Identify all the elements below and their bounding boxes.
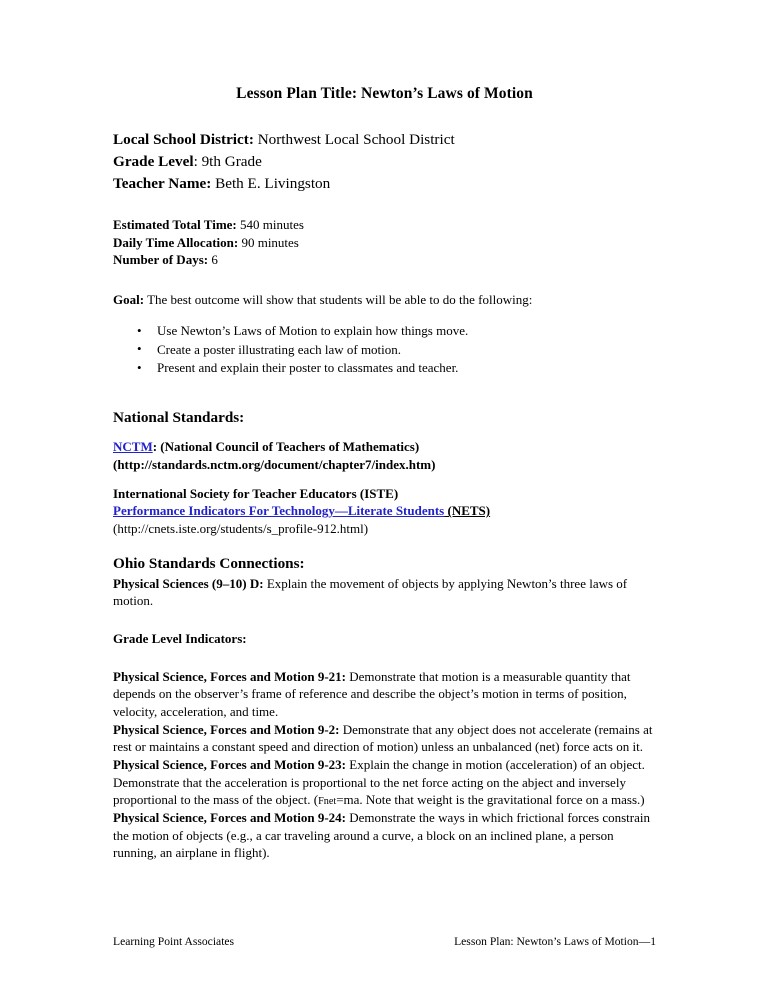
physical-sciences-text: Explain the movement of objects by applying Newton’s three laws of motion.: [113, 575, 628, 609]
teacher-name-value: Beth E. Livingston: [211, 174, 331, 192]
daily-time-allocation-value: 90 minutes: [238, 234, 299, 250]
estimated-total-time-line: [113, 216, 656, 234]
footer-left-text: Learning Point Associates: [113, 935, 235, 948]
spacer: [113, 538, 656, 554]
indicator-9-2-text: Demonstrate that any object does not accelerate (remains at rest or maintains a constant speed and direction of motion) unless an unbalanced (net) force acts on it.: [113, 721, 653, 755]
goal-label: Goal:: [113, 291, 145, 307]
list-item: • Present and explain their poster to classmates and teacher.: [113, 359, 656, 377]
indicator-9-21-text: Demonstrate that motion is a measurable quantity that depends on the observer’s frame of reference and describe the object’s motion in terms of position, velocity, acceleration, and time.: [113, 668, 631, 719]
indicator-9-24: [113, 809, 656, 862]
iste-url: (http://cnets.iste.org/students/s_profile-912.html): [113, 521, 369, 537]
indicator-9-23: [113, 756, 656, 809]
page-title: Lesson Plan Title: Newton’s Laws of Motion: [236, 85, 533, 102]
estimated-total-time-label: Estimated Total Time:: [113, 217, 237, 233]
local-school-district-label: Local School District:: [113, 131, 254, 149]
nctm-description: : (National Council of Teachers of Mathematics): [152, 439, 420, 455]
indicator-9-23-text-after: =ma. Note that weight is the gravitational force on a mass.): [336, 792, 645, 808]
daily-time-allocation-label: Daily Time Allocation:: [113, 234, 239, 250]
goal-line: [113, 291, 656, 309]
time-meta-block: [113, 216, 656, 269]
footer-right-text: Lesson Plan: Newton’s Laws of Motion—1: [454, 935, 656, 948]
spacer: [113, 610, 656, 630]
identity-block: [113, 129, 656, 194]
teacher-name-line: [113, 173, 656, 195]
indicator-9-21-label: Physical Science, Forces and Motion 9-21:: [113, 668, 347, 684]
indicator-9-23-text-before: Explain the change in motion (acceleration) of an object. Demonstrate that the acceleration is proportional to the net force acting on the abject and inversely proportional to the mass of the object. (: [113, 756, 645, 808]
nets-performance-indicators-link[interactable]: Performance Indicators For Technology—Literate Students: [113, 503, 445, 519]
section-heading-ohio-standards: Ohio Standards Connections:: [113, 554, 305, 572]
grade-level-label: Grade Level: [113, 152, 194, 170]
goal-list: [113, 322, 656, 377]
spacer: [113, 474, 656, 485]
physical-sciences-label: Physical Sciences (9–10) D:: [113, 575, 264, 591]
document-content: [113, 84, 656, 862]
iste-link-line: [113, 502, 656, 520]
indicator-9-24-text: Demonstrate the ways in which frictional forces constrain the motion of objects (e.g., a car traveling around a curve, a block on an inclined plane, a person running, an airplane in flight).: [113, 810, 650, 861]
indicator-9-2-label: Physical Science, Forces and Motion 9-2:: [113, 721, 340, 737]
section-heading-grade-level-indicators: Grade Level Indicators:: [113, 630, 247, 646]
daily-time-allocation-line: [113, 234, 656, 252]
list-item: • Create a poster illustrating each law of motion.: [113, 341, 656, 359]
list-item: • Use Newton’s Laws of Motion to explain how things move.: [113, 322, 656, 340]
nctm-link[interactable]: NCTM: [113, 439, 153, 455]
nctm-url: (http://standards.nctm.org/document/chapter7/index.htm): [113, 457, 436, 473]
nctm-line: [113, 438, 656, 456]
spacer: [113, 648, 656, 668]
local-school-district-value: Northwest Local School District: [253, 131, 455, 149]
number-of-days-value: 6: [208, 252, 218, 268]
indicator-9-21: [113, 668, 656, 721]
number-of-days-label: Number of Days:: [113, 252, 209, 268]
grade-level-value: : 9th Grade: [193, 152, 262, 170]
grade-level-line: [113, 151, 656, 173]
indicator-9-2: [113, 721, 656, 756]
goal-text: The best outcome will show that students will be able to do the following:: [144, 291, 533, 307]
indicator-9-23-label: Physical Science, Forces and Motion 9-23:: [113, 756, 347, 772]
local-school-district-line: [113, 129, 656, 151]
teacher-name-label: Teacher Name:: [113, 174, 212, 192]
nets-abbreviation: (NETS): [444, 503, 491, 519]
number-of-days-line: [113, 251, 656, 269]
physical-sciences-line: [113, 575, 656, 610]
force-equation-subscript: Fnet: [318, 796, 337, 808]
page-footer: [113, 934, 656, 949]
indicator-9-24-label: Physical Science, Forces and Motion 9-24:: [113, 810, 347, 826]
estimated-total-time-value: 540 minutes: [236, 217, 304, 233]
iste-organization-line: International Society for Teacher Educators (ISTE): [113, 485, 399, 501]
section-heading-national-standards: National Standards:: [113, 408, 245, 426]
